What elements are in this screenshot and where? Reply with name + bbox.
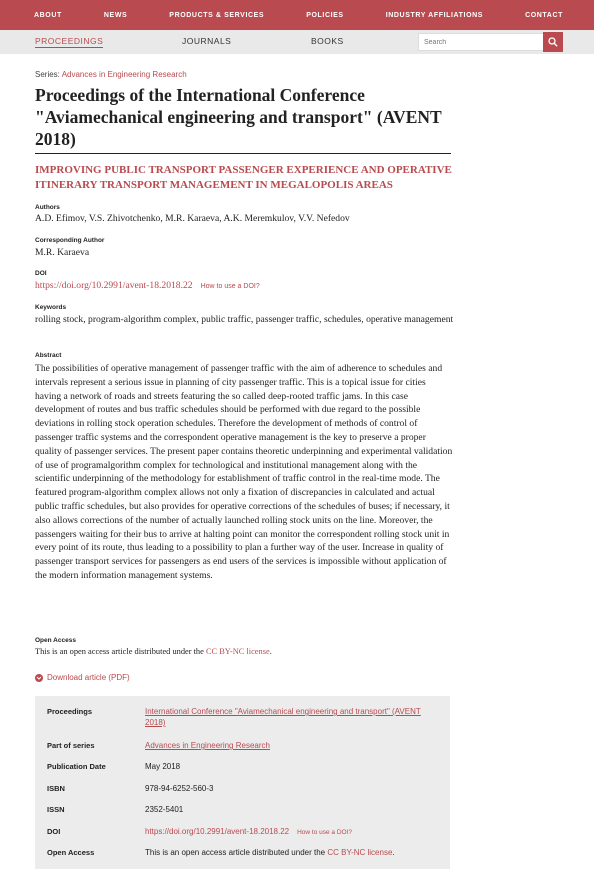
nav-news[interactable]: NEWS <box>103 11 128 19</box>
open-access-text: This is an open access article distributed under the <box>35 647 204 656</box>
series-label: Series: <box>35 70 60 79</box>
info-table <box>35 696 450 869</box>
nav-about[interactable]: ABOUT <box>34 11 62 19</box>
table-key: Open Access <box>47 848 95 857</box>
table-key: Proceedings <box>47 707 93 716</box>
nav-industry-affiliations[interactable]: INDUSTRY AFFILIATIONS <box>385 11 484 19</box>
download-label: Download article (PDF) <box>47 673 130 682</box>
isbn-value: 978-94-6252-560-3 <box>145 784 214 793</box>
doi-label: DOI <box>35 270 47 277</box>
table-key: Part of series <box>47 741 95 750</box>
doi-table-link[interactable]: https://doi.org/10.2991/avent-18.2018.22 <box>145 827 290 836</box>
search-input[interactable] <box>418 33 544 51</box>
corresponding-author-label: Corresponding Author <box>35 237 105 244</box>
authors-label: Authors <box>35 204 60 211</box>
tab-books[interactable]: BOOKS <box>311 36 344 46</box>
nav-contact[interactable]: CONTACT <box>525 11 563 19</box>
open-access-table-end: . <box>392 848 395 857</box>
nav-policies[interactable]: POLICIES <box>306 11 344 19</box>
proceedings-title: Proceedings of the International Conference "Aviamechanical engineering and transport" (AVENT 2018) <box>35 85 442 149</box>
proceedings-link[interactable]: International Conference "Aviamechanical engineering and transport" (AVENT 2018) <box>145 707 421 727</box>
article-title: IMPROVING PUBLIC TRANSPORT PASSENGER EXPERIENCE AND OPERATIVE ITINERARY TRANSPORT MANAGEMENT IN MEGALOPOLIS AREAS <box>35 164 452 191</box>
doi-table-line <box>145 826 440 838</box>
table-key: ISBN <box>47 784 65 793</box>
series-line <box>35 70 187 79</box>
table-key: Publication Date <box>47 762 106 771</box>
download-pdf-link[interactable] <box>35 673 130 682</box>
top-navigation <box>0 0 594 30</box>
download-icon <box>35 674 43 682</box>
table-key: DOI <box>47 827 61 836</box>
authors-value: A.D. Efimov, V.S. Zhivotchenko, M.R. Karaeva, A.K. Meremkulov, V.V. Nefedov <box>35 213 350 224</box>
publication-date-value: May 2018 <box>145 762 181 771</box>
abstract-text: The possibilities of operative management of passenger traffic with the aim of adherence to schedules and intervals represent a serious issue in planning of city passenger traffic. This is a topical issue for cities having a network of roads and streets featuring the so called deep-rooted traffic jams. In this case development of routes and bus traffic schedules should be performed with due regard to the possible deviations in rolling stock operation schedules. Therefore the development of methods of control of passenger traffic systems and the correspondent operative management is the key to preserve a proper quality of passenger services. The present paper contains theoretic underpinning and experimental validation of use of programalgorithm complex for technological and institutional management along with the scientific underpinning of the methodology for establishment of traffic control in the real-time mode. The featured program-algorithm complex allows not only a fixation of discrepancies in calculated and actual public traffic schedules, but also provides for operative corrections of the schedules of buses; if necessary, it also allows corrections of the number of actually launched rolling stock units on the line. Moreover, the passengers waiting for their bus to arrive at halting point can monitor the correspondent rolling stock unit in every point of its route, thus leading to a possibility to plan a further way of the user. Increase in quality of passenger transport services for passengers as end users of the services is impossible without application of the modern information management systems. <box>35 363 453 581</box>
doi-help-link[interactable]: How to use a DOI? <box>200 283 260 290</box>
search-icon <box>548 37 558 47</box>
search-button[interactable] <box>543 32 563 52</box>
doi-link[interactable]: https://doi.org/10.2991/avent-18.2018.22 <box>35 280 193 291</box>
title-divider <box>35 153 451 154</box>
issn-value: 2352-5401 <box>145 805 184 814</box>
tab-proceedings[interactable]: PROCEEDINGS <box>35 36 104 46</box>
license-table-link[interactable]: CC BY-NC license <box>327 848 393 857</box>
doi-line <box>35 279 455 293</box>
series-link[interactable]: Advances in Engineering Research <box>61 70 187 79</box>
series-table-link[interactable]: Advances in Engineering Research <box>145 741 270 750</box>
nav-products-services[interactable]: PRODUCTS & SERVICES <box>169 11 265 19</box>
table-key: ISSN <box>47 805 65 814</box>
license-link[interactable]: CC BY-NC license <box>205 647 270 656</box>
open-access-label: Open Access <box>35 637 76 644</box>
tab-journals[interactable]: JOURNALS <box>182 36 232 46</box>
doi-table-help-link[interactable]: How to use a DOI? <box>297 829 353 836</box>
corresponding-author-value: M.R. Karaeva <box>35 247 90 258</box>
open-access-table-line <box>145 847 440 858</box>
open-access-end: . <box>269 647 272 656</box>
abstract-label: Abstract <box>35 352 62 359</box>
keywords-label: Keywords <box>35 304 67 311</box>
keywords-value: rolling stock, program-algorithm complex, public traffic, passenger traffic, schedules, operative management <box>35 314 454 325</box>
open-access-table-text: This is an open access article distributed under the <box>145 848 326 857</box>
open-access-line <box>35 645 455 658</box>
